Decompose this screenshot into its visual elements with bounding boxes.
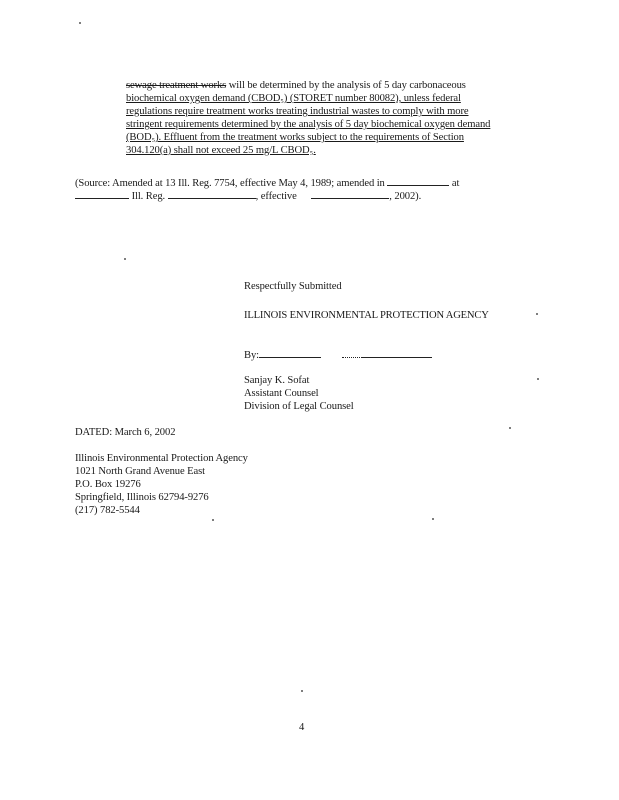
amendment-text: will be determined by the analysis of 5 day carbonaceous <box>226 80 466 91</box>
amendment-line: 304.120(a) shall not exceed 25 mg/L CBOD₅. <box>126 145 316 156</box>
amendment-line: regulations require treatment works treating industrial wastes to comply with more <box>126 106 469 117</box>
amendment-line: biochemical oxygen demand (CBOD₅) (STORET number 80082), unless federal <box>126 93 461 104</box>
amendment-line <box>126 79 466 92</box>
address-po-box: P.O. Box 19276 <box>75 479 141 490</box>
agency-name: ILLINOIS ENVIRONMENTAL PROTECTION AGENCY <box>244 310 489 321</box>
scan-speck <box>537 378 539 380</box>
address-city: Springfield, Illinois 62794-9276 <box>75 492 209 503</box>
source-note-text: at <box>451 178 460 189</box>
scan-speck <box>212 519 214 521</box>
scan-speck <box>301 690 303 692</box>
source-note-text: Ill. Reg. <box>131 191 166 202</box>
signer-title: Assistant Counsel <box>244 388 319 399</box>
closing: Respectfully Submitted <box>244 281 342 292</box>
blank-line <box>168 188 256 199</box>
page-number: 4 <box>299 722 305 733</box>
blank-line <box>311 188 389 199</box>
blank-line <box>75 188 129 199</box>
signature-line <box>244 347 432 362</box>
dated-line: DATED: March 6, 2002 <box>75 427 176 438</box>
scan-speck <box>536 313 538 315</box>
amendment-line: (BOD₅). Effluent from the treatment works subject to the requirements of Section <box>126 132 464 143</box>
scan-speck <box>124 258 126 260</box>
address-phone: (217) 782-5544 <box>75 505 140 516</box>
source-note-text: , 2002). <box>389 191 422 202</box>
blank-line <box>362 347 432 358</box>
address-street: 1021 North Grand Avenue East <box>75 466 205 477</box>
blank-line <box>387 175 449 186</box>
amendment-line: stringent requirements determined by the analysis of 5 day biochemical oxygen demand <box>126 119 491 130</box>
signer-division: Division of Legal Counsel <box>244 401 354 412</box>
source-note-line <box>75 188 421 203</box>
by-label: By: <box>244 350 260 361</box>
address-name: Illinois Environmental Protection Agency <box>75 453 248 464</box>
blank-line <box>259 347 321 358</box>
source-note-text: (Source: Amended at 13 Ill. Reg. 7754, effective May 4, 1989; amended in <box>75 178 385 189</box>
scan-speck <box>509 427 511 429</box>
scan-speck <box>79 22 81 24</box>
blank-line <box>342 347 362 358</box>
scan-speck <box>432 518 434 520</box>
signer-name: Sanjay K. Sofat <box>244 375 310 386</box>
struck-text: sewage treatment works <box>126 80 227 91</box>
source-note-text: , effective <box>255 191 297 202</box>
